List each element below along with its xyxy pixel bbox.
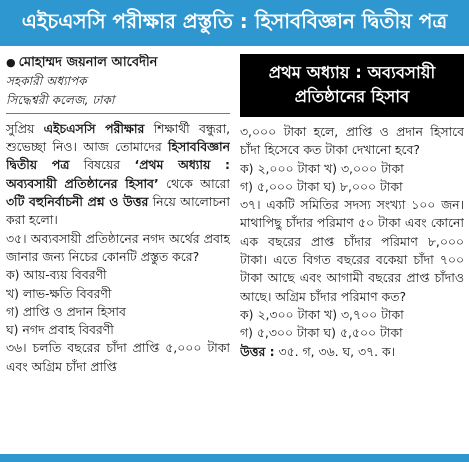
banner-title: এইচএসসি পরীক্ষার প্রস্তুতি : হিসাববিজ্ঞান দ্বিতীয় পত্র [21, 8, 448, 33]
q37-options-row-2: গ) ৫,৩০০ টাকা ঘ) ৫,৫০০ টাকা [240, 325, 403, 341]
chapter-heading [240, 54, 464, 117]
page-banner [0, 0, 469, 46]
author-role: সহকারী অধ্যাপক [6, 74, 87, 89]
intro-bold-1: এইচএসসি পরীক্ষার [43, 120, 145, 136]
question-35: ৩৫। অব্যবসায়ী প্রতিষ্ঠানের নগদ অর্থের প্রবাহ জানার জন্য নিচের কোনটি প্রস্তুত করে? [6, 230, 230, 264]
intro-bold-4: ৩টি বহুনির্বাচনী প্রশ্ন ও উত্তর [6, 194, 149, 210]
bullet-icon: ● [6, 56, 16, 69]
author-name-text: মোহাম্মদ জয়নাল আবেদীন [18, 55, 158, 70]
intro-text-3: বিষয়ের [69, 157, 135, 173]
right-column [240, 54, 464, 454]
intro-text-2: শিক্ষার্থী বন্ধুরা, শুভেচ্ছা নিও। আজ তোমাদের [6, 120, 230, 155]
answer-label: উত্তর : [240, 343, 275, 359]
chapter-line-2: প্রতিষ্ঠানের হিসাব [294, 87, 410, 106]
bottom-strip [0, 454, 469, 462]
answer-text: ৩৫. গ, ৩৬. ঘ, ৩৭. ক। [274, 343, 396, 359]
intro-text-4: থেকে আরো [158, 175, 230, 191]
intro-bold-3: ‘প্রথম অধ্যায় : অব্যবসায়ী প্রতিষ্ঠানের হিসাব’ [6, 157, 230, 191]
q37-options-row-1: ক) ২,৩০০ টাকা খ) ৩,৭০০ টাকা [240, 306, 404, 322]
q36-options-row-2: গ) ৫,০০০ টাকা ঘ) ৮,০০০ টাকা [240, 178, 403, 194]
intro-text-1: সুপ্রিয় [6, 120, 44, 136]
q35-option-d: ঘ) নগদ প্রবাহ বিবরণী [6, 322, 114, 338]
q35-option-b: খ) লাভ-ক্ষতি বিবরণী [6, 285, 112, 301]
question-36-part1: ৩৬। চলতি বছরের চাঁদা প্রাপ্তি ৫,০০০ টাকা এবং অগ্রিম চাঁদা প্রাপ্তি [6, 340, 230, 374]
q35-option-c: গ) প্রাপ্তি ও প্রদান হিসাব [6, 303, 126, 319]
author-name [6, 54, 230, 72]
question-37: ৩৭। একটি সমিতির সদস্য সংখ্যা ১০০ জন। মাথাপিছু চাঁদার পরিমাণ ৫০ টাকা এবং কোনো এক বছরের প্রাপ্ত চাঁদার পরিমাণ ৮,০০০ টাকা। এতে বিগত বছরের বকেয়া চাঁদা ৭০০ টাকা আছে এবং আগামী বছরের প্রাপ্ত চাঁদাও আছে। অগ্রিম চাঁদার পরিমাণ কত? [240, 197, 464, 304]
q36-options-row-1: ক) ২,০০০ টাকা খ) ৩,০০০ টাকা [240, 160, 404, 176]
q35-option-a: ক) আয়-ব্যয় বিবরণী [6, 267, 107, 283]
intro-paragraph [6, 120, 230, 230]
question-36-part2: ৩,০০০ টাকা হলে, প্রাপ্তি ও প্রদান হিসাবে চাঁদা হিসেবে কত টাকা দেখানো হবে? [240, 124, 464, 158]
left-column [6, 54, 230, 454]
chapter-line-1: প্রথম অধ্যায় : অব্যবসায়ী [268, 63, 436, 82]
intro-bold-2: হিসাববিজ্ঞান দ্বিতীয় পত্র [6, 139, 230, 173]
answer-line [240, 343, 464, 361]
author-org: সিদ্ধেশ্বরী কলেজ, ঢাকা [6, 91, 230, 114]
intro-text-5: নিয়ে আলোচনা করা হলো। [6, 194, 230, 228]
